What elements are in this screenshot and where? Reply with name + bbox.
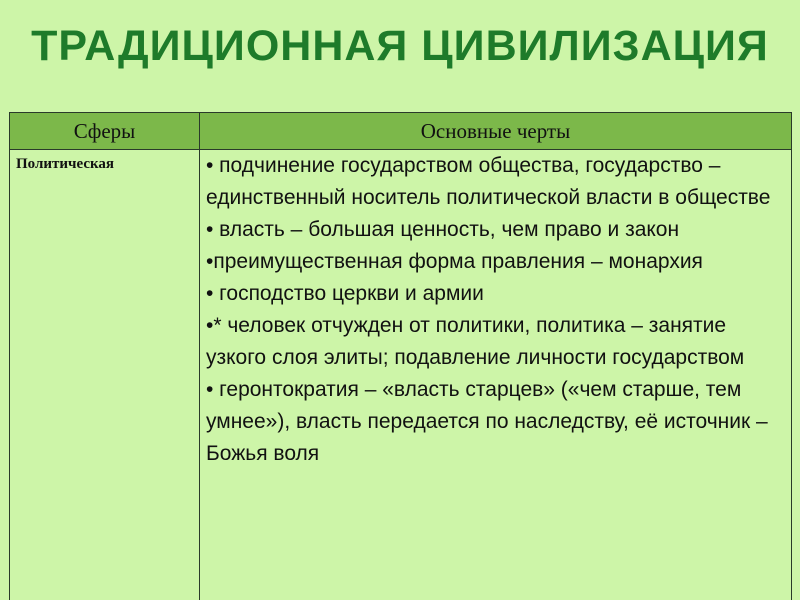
feature-item: • господство церкви и армии [206, 282, 484, 305]
header-spheres: Сферы [10, 113, 200, 150]
feature-item: • подчинение государством общества, государство – единственный носитель политической власти в обществе [206, 154, 771, 209]
features-cell [200, 150, 792, 600]
header-main-features: Основные черты [200, 113, 792, 150]
sphere-cell: Политическая [10, 150, 200, 600]
table-header-row [10, 113, 792, 150]
features-list [206, 150, 783, 470]
feature-item: • власть – большая ценность, чем право и закон [206, 218, 680, 241]
feature-item: •* человек отчужден от политики, политика – занятие узкого слоя элиты; подавление личности государством [206, 314, 745, 369]
feature-item: •преимущественная форма правления – монархия [206, 250, 703, 273]
table-row [10, 150, 792, 600]
civilization-table [9, 112, 792, 600]
feature-item: • геронтократия – «власть старцев» («чем старше, тем умнее»), власть передается по наследству, её источник – Божья воля [206, 378, 768, 465]
table-container [9, 112, 791, 600]
slide-title: ТРАДИЦИОННАЯ ЦИВИЛИЗАЦИЯ [31, 22, 769, 70]
